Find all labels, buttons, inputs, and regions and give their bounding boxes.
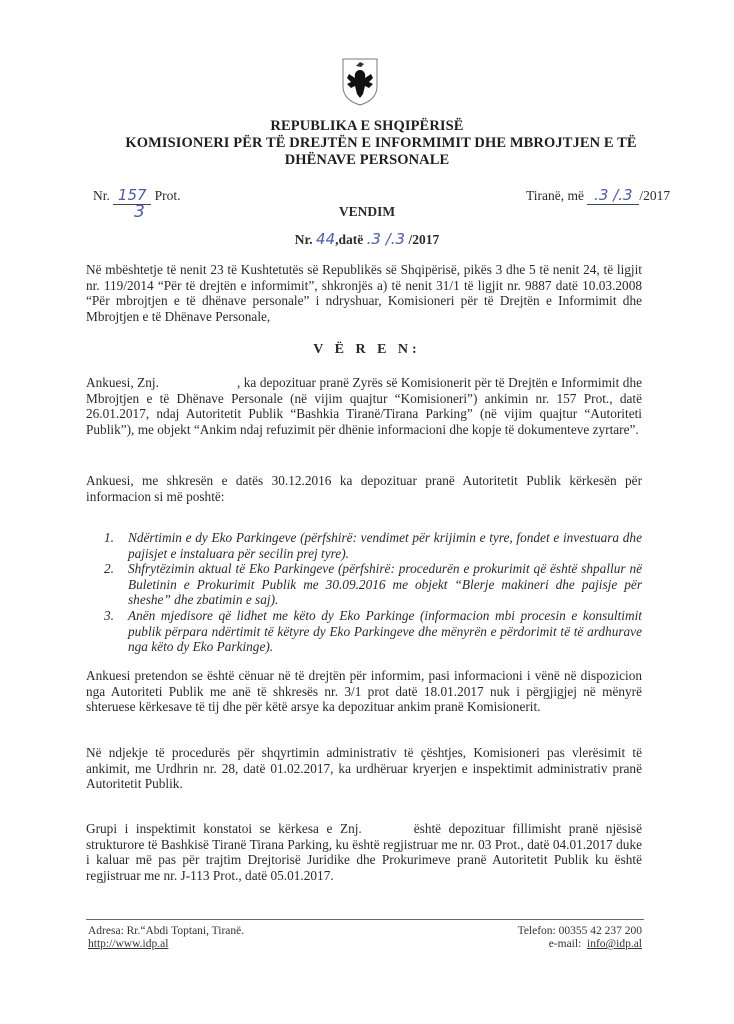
inspection-text-end: është depozituar fillimisht pranë njësisë strukturore të Bashkisë Tiranë Tirana Parking, ku është regjistruar me nr. 03 Prot., datë 04.01.2017 duke i kaluar më pas për trajtim Drejtorisë Juridike dhe Prokurimeve pranë Autoritetit Publik ku është regjistruar me nr. J-113 Prot., datë 05.01.2017. <box>86 821 642 883</box>
decision-nr-label: Nr. <box>294 232 313 247</box>
place-date <box>526 186 670 205</box>
list-item <box>104 608 642 655</box>
date-handwritten: .3 /.3 <box>587 186 639 205</box>
footer-address: Adresa: Rr.“Abdi Toptani, Tiranë. <box>88 925 245 937</box>
footer-phone: Telefon: 00355 42 237 200 <box>517 925 642 937</box>
list-item-text: Shfrytëzimin aktual të Eko Parkingeve (përfshirë: procedurën e prokurimit që është shpallur në Buletinin e Prokurimit Publik me 30.09.2016 me objekt “Blerje makineri dhe pajisje për sheshe” dhe zbatimin e saj). <box>128 561 642 608</box>
request-list <box>104 530 642 655</box>
inspection-paragraph <box>86 821 642 883</box>
decision-title: VENDIM <box>338 204 396 219</box>
intro-paragraph: Në mbështetje të nenit 23 të Kushtetutës së Republikës së Shqipërisë, pikës 3 dhe 5 të nenit 24, të ligjit nr. 119/2014 “Për të drejtën e informimit”, shkronjës a) të nenit 31/1 të ligjit nr. 9887 datë 10.03.2008 “Për mbrojtjen e të dhënave personale” i ndryshuar, Komisioneri për të Drejtën e Informimit dhe Mbrojtjen e të Dhënave Personale, <box>86 262 642 324</box>
list-item <box>104 530 642 561</box>
protocol-nr-denominator: 3 <box>134 202 145 222</box>
place-label: Tiranë, më <box>526 188 584 203</box>
footer-divider <box>86 919 644 920</box>
claim-paragraph: Ankuesi pretendon se është cënuar në të drejtën për informim, pasi informacioni i vënë në dispozicion nga Autoriteti Publik me anë të shkresës nr. 3/1 prot datë 18.01.2017 nuk i përgjigjej në mënyrë shteruese kërkesave të tij dhe për këtë arsye ka depozituar ankim pranë Komisionerit. <box>86 668 642 715</box>
footer-left <box>88 925 244 951</box>
footer-email <box>518 938 642 951</box>
footer-right <box>518 925 642 951</box>
decision-date-handwritten: .3 /.3 <box>366 230 406 248</box>
albanian-eagle-emblem-icon <box>341 56 379 106</box>
complaint-text-end: , ka depozituar pranë Zyrës së Komisionerit për të Drejtën e Informimit dhe Mbrojtjen e të Dhënave Personale (në vijim quajtur “Komisioneri”) ankimin nr. 157 Prot., datë 26.01.2017, ndaj Autoritetit Publik “Bashkia Tiranë/Tirana Parking” (në vijim quajtur “Autoriteti Publik”), me objekt “Ankim ndaj refuzimit për dhënie informacioni dhe kopje të dokumenteve zyrtare”. <box>86 375 643 437</box>
list-item-text: Ndërtimin e dy Eko Parkingeve (përfshirë: vendimet për krijimin e tyre, fondet e investuara dhe pajisjet e instaluara për secilin prej tyre). <box>128 530 642 561</box>
footer-email-link[interactable]: info@idp.al <box>587 938 642 950</box>
header-institution: KOMISIONERI PËR TË DREJTËN E INFORMIMIT DHE MBROJTJEN E TË <box>125 135 637 151</box>
decision-year: /2017 <box>408 232 440 247</box>
protocol-nr-handwritten: 157 <box>113 186 151 205</box>
list-item-number: 3. <box>104 607 114 623</box>
protocol-nr-label: Nr. <box>93 188 110 203</box>
request-paragraph: Ankuesi, me shkresën e datës 30.12.2016 ka depozituar pranë Autoritetit Publik kërkesën për informacion si më poshtë: <box>86 473 642 504</box>
decision-number-date <box>0 230 734 248</box>
date-year: /2017 <box>639 188 671 203</box>
inspection-text-start: Grupi i inspektimit konstatoi se kërkesa e Znj. <box>86 821 362 836</box>
footer-email-label: e-mail: <box>548 938 582 950</box>
decision-date-label: ,datë <box>335 232 364 247</box>
footer-website-link[interactable]: http://www.idp.al <box>88 938 169 950</box>
header-country: REPUBLIKA E SHQIPËRISË <box>270 118 464 134</box>
list-item <box>104 561 642 608</box>
decision-nr-handwritten: 44 <box>316 230 336 248</box>
list-item-number: 2. <box>104 561 114 577</box>
section-title-veren: V Ë R E N: <box>313 342 421 357</box>
protocol-prot-label: Prot. <box>154 188 181 203</box>
complaint-paragraph <box>86 375 642 437</box>
header-institution-cont: DHËNAVE PERSONALE <box>284 152 450 168</box>
procedure-paragraph: Në ndjekje të procedurës për shqyrtimin administrativ të çështjes, Komisioneri pas vlerësimit të ankimit, me Urdhrin nr. 28, datë 01.02.2017, ka urdhëruar kryerjen e inspektimit administrativ pranë Autoritetit Publik. <box>86 745 642 792</box>
list-item-number: 1. <box>104 530 114 545</box>
list-item-text: Anën mjedisore që lidhet me këto dy Eko Parkinge (informacion mbi procesin e konsultimit publik përpara ndërtimit të këtyre dy Eko Parkingeve dhe mënyrën e përdorimit të të ardhurave nga këto dy Eko Parkinge). <box>128 607 642 655</box>
complaint-text-start: Ankuesi, Znj. <box>86 375 159 390</box>
